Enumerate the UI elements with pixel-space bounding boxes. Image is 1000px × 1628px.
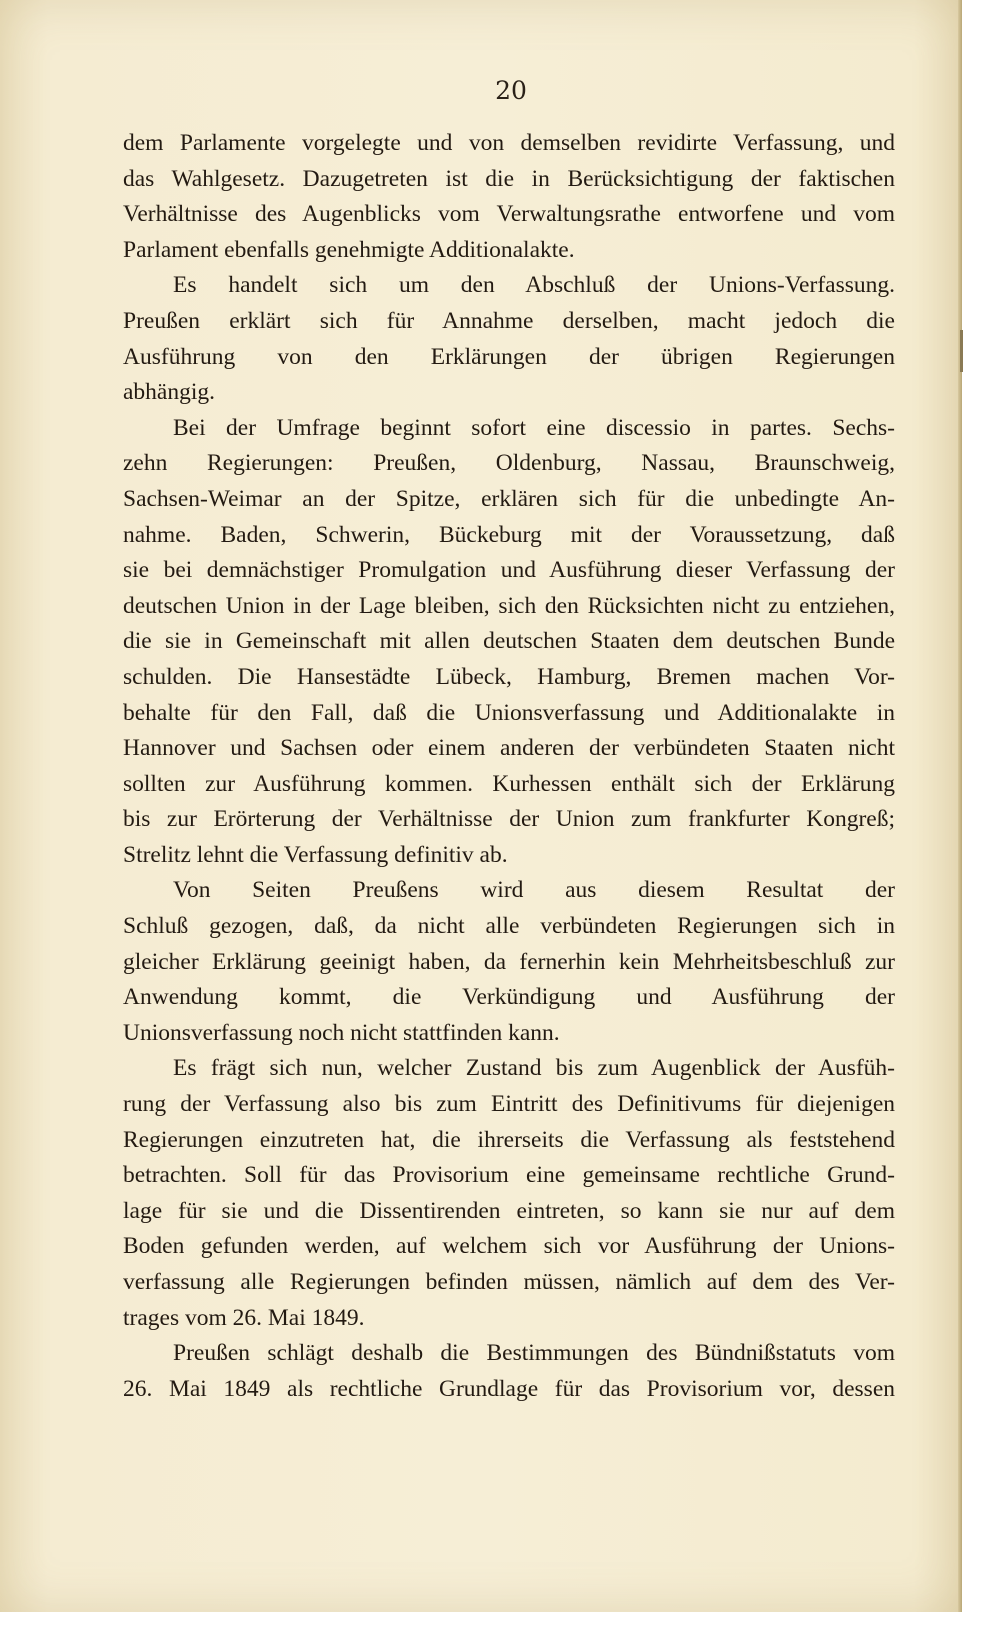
text-line: Sachsen-Weimar an der Spitze, erklären sich für die unbedingte An- xyxy=(123,485,895,512)
text-line: nahme. Baden, Schwerin, Bückeburg mit der Voraussetzung, daß xyxy=(123,521,895,548)
text-line: das Wahlgesetz. Dazugetreten ist die in Berücksichtigung der faktischen xyxy=(123,165,895,192)
text-line: die sie in Gemeinschaft mit allen deutschen Staaten dem deutschen Bunde xyxy=(123,628,895,655)
text-line: Ausführung von den Erklärungen der übrigen Regierungen xyxy=(123,343,895,370)
text-line: bis zur Erörterung der Verhältnisse der Union zum frankfurter Kongreß; xyxy=(123,806,895,833)
text-line: Hannover und Sachsen oder einem anderen der verbündeten Staaten nicht xyxy=(123,735,895,762)
text-line: sollten zur Ausführung kommen. Kurhessen enthält sich der Erklärung xyxy=(123,770,895,797)
page-number: 20 xyxy=(495,76,527,105)
text-line: Parlament ebenfalls genehmigte Additionalakte. xyxy=(123,236,575,263)
margin-mark xyxy=(960,330,963,372)
text-line: Es frägt sich nun, welcher Zustand bis zum Augenblick der Ausfüh- xyxy=(173,1055,895,1082)
text-line: dem Parlamente vorgelegte und von demselben revidirte Verfassung, und xyxy=(123,130,895,156)
text-line: Strelitz lehnt die Verfassung definitiv ab. xyxy=(123,841,508,868)
text-line: trages vom 26. Mai 1849. xyxy=(123,1304,365,1331)
text-line: schulden. Die Hansestädte Lübeck, Hamburg, Bremen machen Vor- xyxy=(123,663,895,690)
text-line: Von Seiten Preußens wird aus diesem Resultat der xyxy=(173,877,895,904)
page-edge xyxy=(958,0,962,1612)
text-line: sie bei demnächstiger Promulgation und Ausführung dieser Verfassung der xyxy=(123,557,895,584)
text-line: Preußen erklärt sich für Annahme derselben, macht jedoch die xyxy=(123,307,895,334)
text-line: betrachten. Soll für das Provisorium eine gemeinsame rechtliche Grund- xyxy=(123,1162,895,1189)
text-line: abhängig. xyxy=(123,379,216,406)
text-line: Anwendung kommt, die Verkündigung und Ausführung der xyxy=(123,984,895,1011)
text-line: Es handelt sich um den Abschluß der Unions-Verfassung. xyxy=(173,272,895,299)
text-line: Preußen schlägt deshalb die Bestimmungen des Bündnißstatuts vom xyxy=(173,1340,895,1367)
text-line: rung der Verfassung also bis zum Eintritt des Definitivums für diejenigen xyxy=(123,1091,895,1118)
text-line: Unionsverfassung noch nicht stattfinden kann. xyxy=(123,1019,560,1046)
text-line: zehn Regierungen: Preußen, Oldenburg, Nassau, Braunschweig, xyxy=(123,450,895,477)
text-line: behalte für den Fall, daß die Unionsverfassung und Additionalakte in xyxy=(123,699,895,726)
text-line: deutschen Union in der Lage bleiben, sich den Rücksichten nicht zu entziehen, xyxy=(123,592,895,619)
text-line: Schluß gezogen, daß, da nicht alle verbündeten Regierungen sich in xyxy=(123,913,895,940)
text-line: Regierungen einzutreten hat, die ihrerseits die Verfassung als feststehend xyxy=(123,1126,895,1153)
text-line: verfassung alle Regierungen befinden müssen, nämlich auf dem des Ver- xyxy=(123,1269,895,1295)
text-line: 26. Mai 1849 als rechtliche Grundlage für das Provisorium vor, dessen xyxy=(123,1375,895,1402)
text-line: gleicher Erklärung geeinigt haben, da fernerhin kein Mehrheitsbeschluß zur xyxy=(123,948,895,975)
text-line: lage für sie und die Dissentirenden eintreten, so kann sie nur auf dem xyxy=(123,1197,895,1224)
text-line: Bei der Umfrage beginnt sofort eine discessio in partes. Sechs- xyxy=(173,414,895,441)
text-line: Boden gefunden werden, auf welchem sich vor Ausführung der Unions- xyxy=(123,1233,895,1260)
text-line: Verhältnisse des Augenblicks vom Verwaltungsrathe entworfene und vom xyxy=(123,201,895,228)
body-text xyxy=(123,126,895,1407)
